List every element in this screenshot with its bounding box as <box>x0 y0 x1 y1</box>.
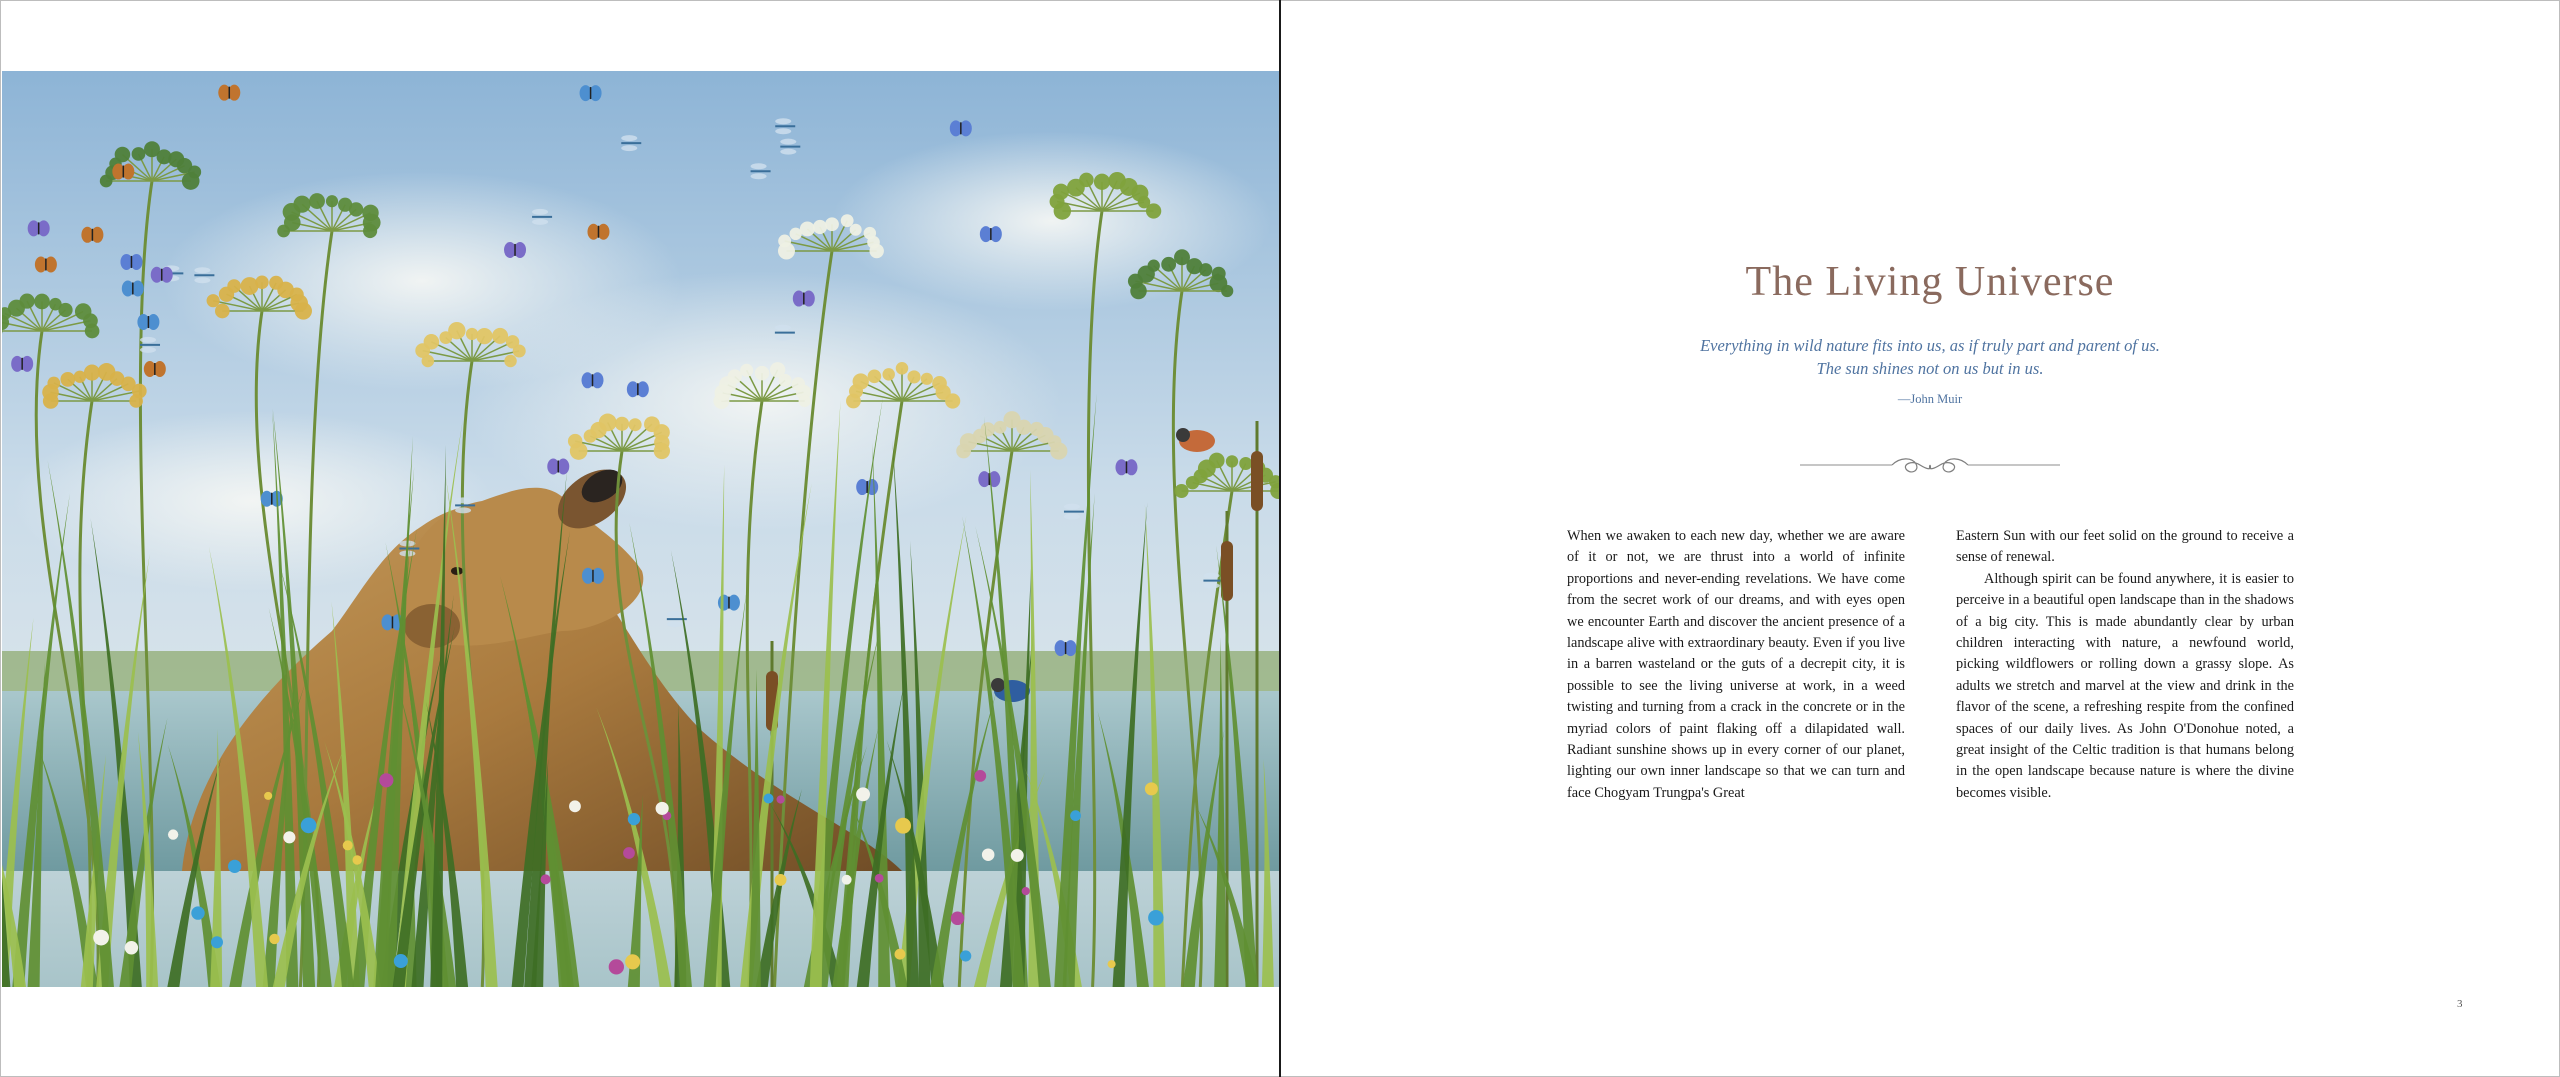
small-blossom <box>343 840 353 850</box>
butterfly <box>81 227 103 243</box>
butterfly <box>120 254 142 270</box>
body-paragraph: Although spirit can be found anywhere, it is easier to perceive in a beautiful open landscape than in the shadows of a big city. This is made abundantly clear by urban children interacting with nature, a newfound world, picking wildflowers or rolling down a grassy slope. As adults we stretch and marvel at the view and drink in the flavor of the scene, a refreshing respite from the confined spaces of our daily lives. As John O'Donohue noted, a great insight of the Celtic tradition is that humans belong in the open landscape because nature is where the divine becomes visible. <box>1956 570 2294 801</box>
small-blossom <box>623 847 635 859</box>
small-blossom <box>394 954 408 968</box>
small-blossom <box>269 934 279 944</box>
small-blossom <box>191 906 204 919</box>
small-blossom <box>960 950 971 961</box>
butterfly <box>122 280 144 296</box>
small-blossom <box>856 787 870 801</box>
cloud <box>832 131 1272 311</box>
small-blossom <box>1108 960 1116 968</box>
small-blossom <box>628 813 640 825</box>
butterfly <box>35 256 57 272</box>
body-column-left <box>1567 526 1905 804</box>
butterfly <box>582 568 604 584</box>
small-blossom <box>842 875 852 885</box>
epigraph-quote: Everything in wild nature fits into us, as if truly part and parent of us. The sun shines not on us but in us. <box>1700 336 2160 378</box>
butterfly <box>218 85 240 101</box>
small-blossom <box>541 874 551 884</box>
body-paragraph: When we awaken to each new day, whether we are aware of it or not, we are thrust into a world of infinite proportions and never-ending revelations. We have come from the secret work of our dreams, and with eyes open we encounter Earth and discover the ancient presence of a landscape alive with extraordinary beauty. Even if you live in a barren wasteland or the guts of a decrepit city, it is possible to see the living universe at work, in a weed twisting and turning from a crack in the concrete or in the myriad colors of paint flaking off a dilapidated wall. Radiant sunshine shows up in every corner of our planet, lighting our own inner landscape so that we can turn and face Chogyam Trungpa's Great <box>1567 528 1905 801</box>
small-blossom <box>974 770 986 782</box>
butterfly <box>980 226 1002 242</box>
small-blossom <box>168 829 178 839</box>
small-blossom <box>264 792 272 800</box>
small-blossom <box>777 795 785 803</box>
small-blossom <box>353 855 362 864</box>
butterfly <box>978 471 1000 487</box>
butterfly <box>627 381 649 397</box>
butterfly <box>144 361 166 377</box>
butterfly <box>547 459 569 475</box>
small-blossom <box>1022 887 1030 895</box>
butterfly <box>112 164 134 180</box>
small-blossom <box>228 860 241 873</box>
small-blossom <box>125 941 138 954</box>
body-paragraph: Eastern Sun with our feet solid on the ground to receive a sense of renewal. <box>1956 528 2294 566</box>
small-blossom <box>1145 782 1158 795</box>
epigraph-attribution: —John Muir <box>1897 392 1963 406</box>
butterfly <box>137 314 159 330</box>
butterfly <box>151 267 173 283</box>
small-blossom <box>1148 910 1163 925</box>
butterfly <box>587 224 609 240</box>
small-blossom <box>1070 810 1081 821</box>
small-blossom <box>875 874 884 883</box>
butterfly <box>793 291 815 307</box>
butterfly <box>950 120 972 136</box>
flourish-divider-ornament <box>1800 451 2060 479</box>
small-blossom <box>93 930 109 946</box>
chapter-title: The Living Universe <box>1745 259 2115 305</box>
butterfly <box>856 479 878 495</box>
small-blossom <box>1011 849 1024 862</box>
butterfly <box>261 491 283 507</box>
small-blossom <box>609 959 624 974</box>
butterfly <box>1055 640 1077 656</box>
butterfly <box>582 372 604 388</box>
small-blossom <box>982 848 995 861</box>
body-column-right <box>1956 526 2294 804</box>
bear-wildflowers-illustration <box>2 71 1279 987</box>
small-blossom <box>763 793 773 803</box>
butterfly <box>504 242 526 258</box>
small-blossom <box>301 818 317 834</box>
butterfly <box>580 85 602 101</box>
small-blossom <box>951 912 965 926</box>
small-blossom <box>379 773 393 787</box>
small-blossom <box>625 954 640 969</box>
small-blossom <box>569 800 581 812</box>
book-spine <box>1279 0 1281 1077</box>
butterfly <box>1115 459 1137 475</box>
small-blossom <box>656 802 669 815</box>
small-blossom <box>895 949 906 960</box>
page-number: 3 <box>2457 998 2463 1010</box>
butterfly <box>11 356 33 372</box>
small-blossom <box>895 818 911 834</box>
small-blossom <box>283 831 295 843</box>
small-blossom <box>775 874 787 886</box>
butterfly <box>28 220 50 236</box>
small-blossom <box>211 936 223 948</box>
